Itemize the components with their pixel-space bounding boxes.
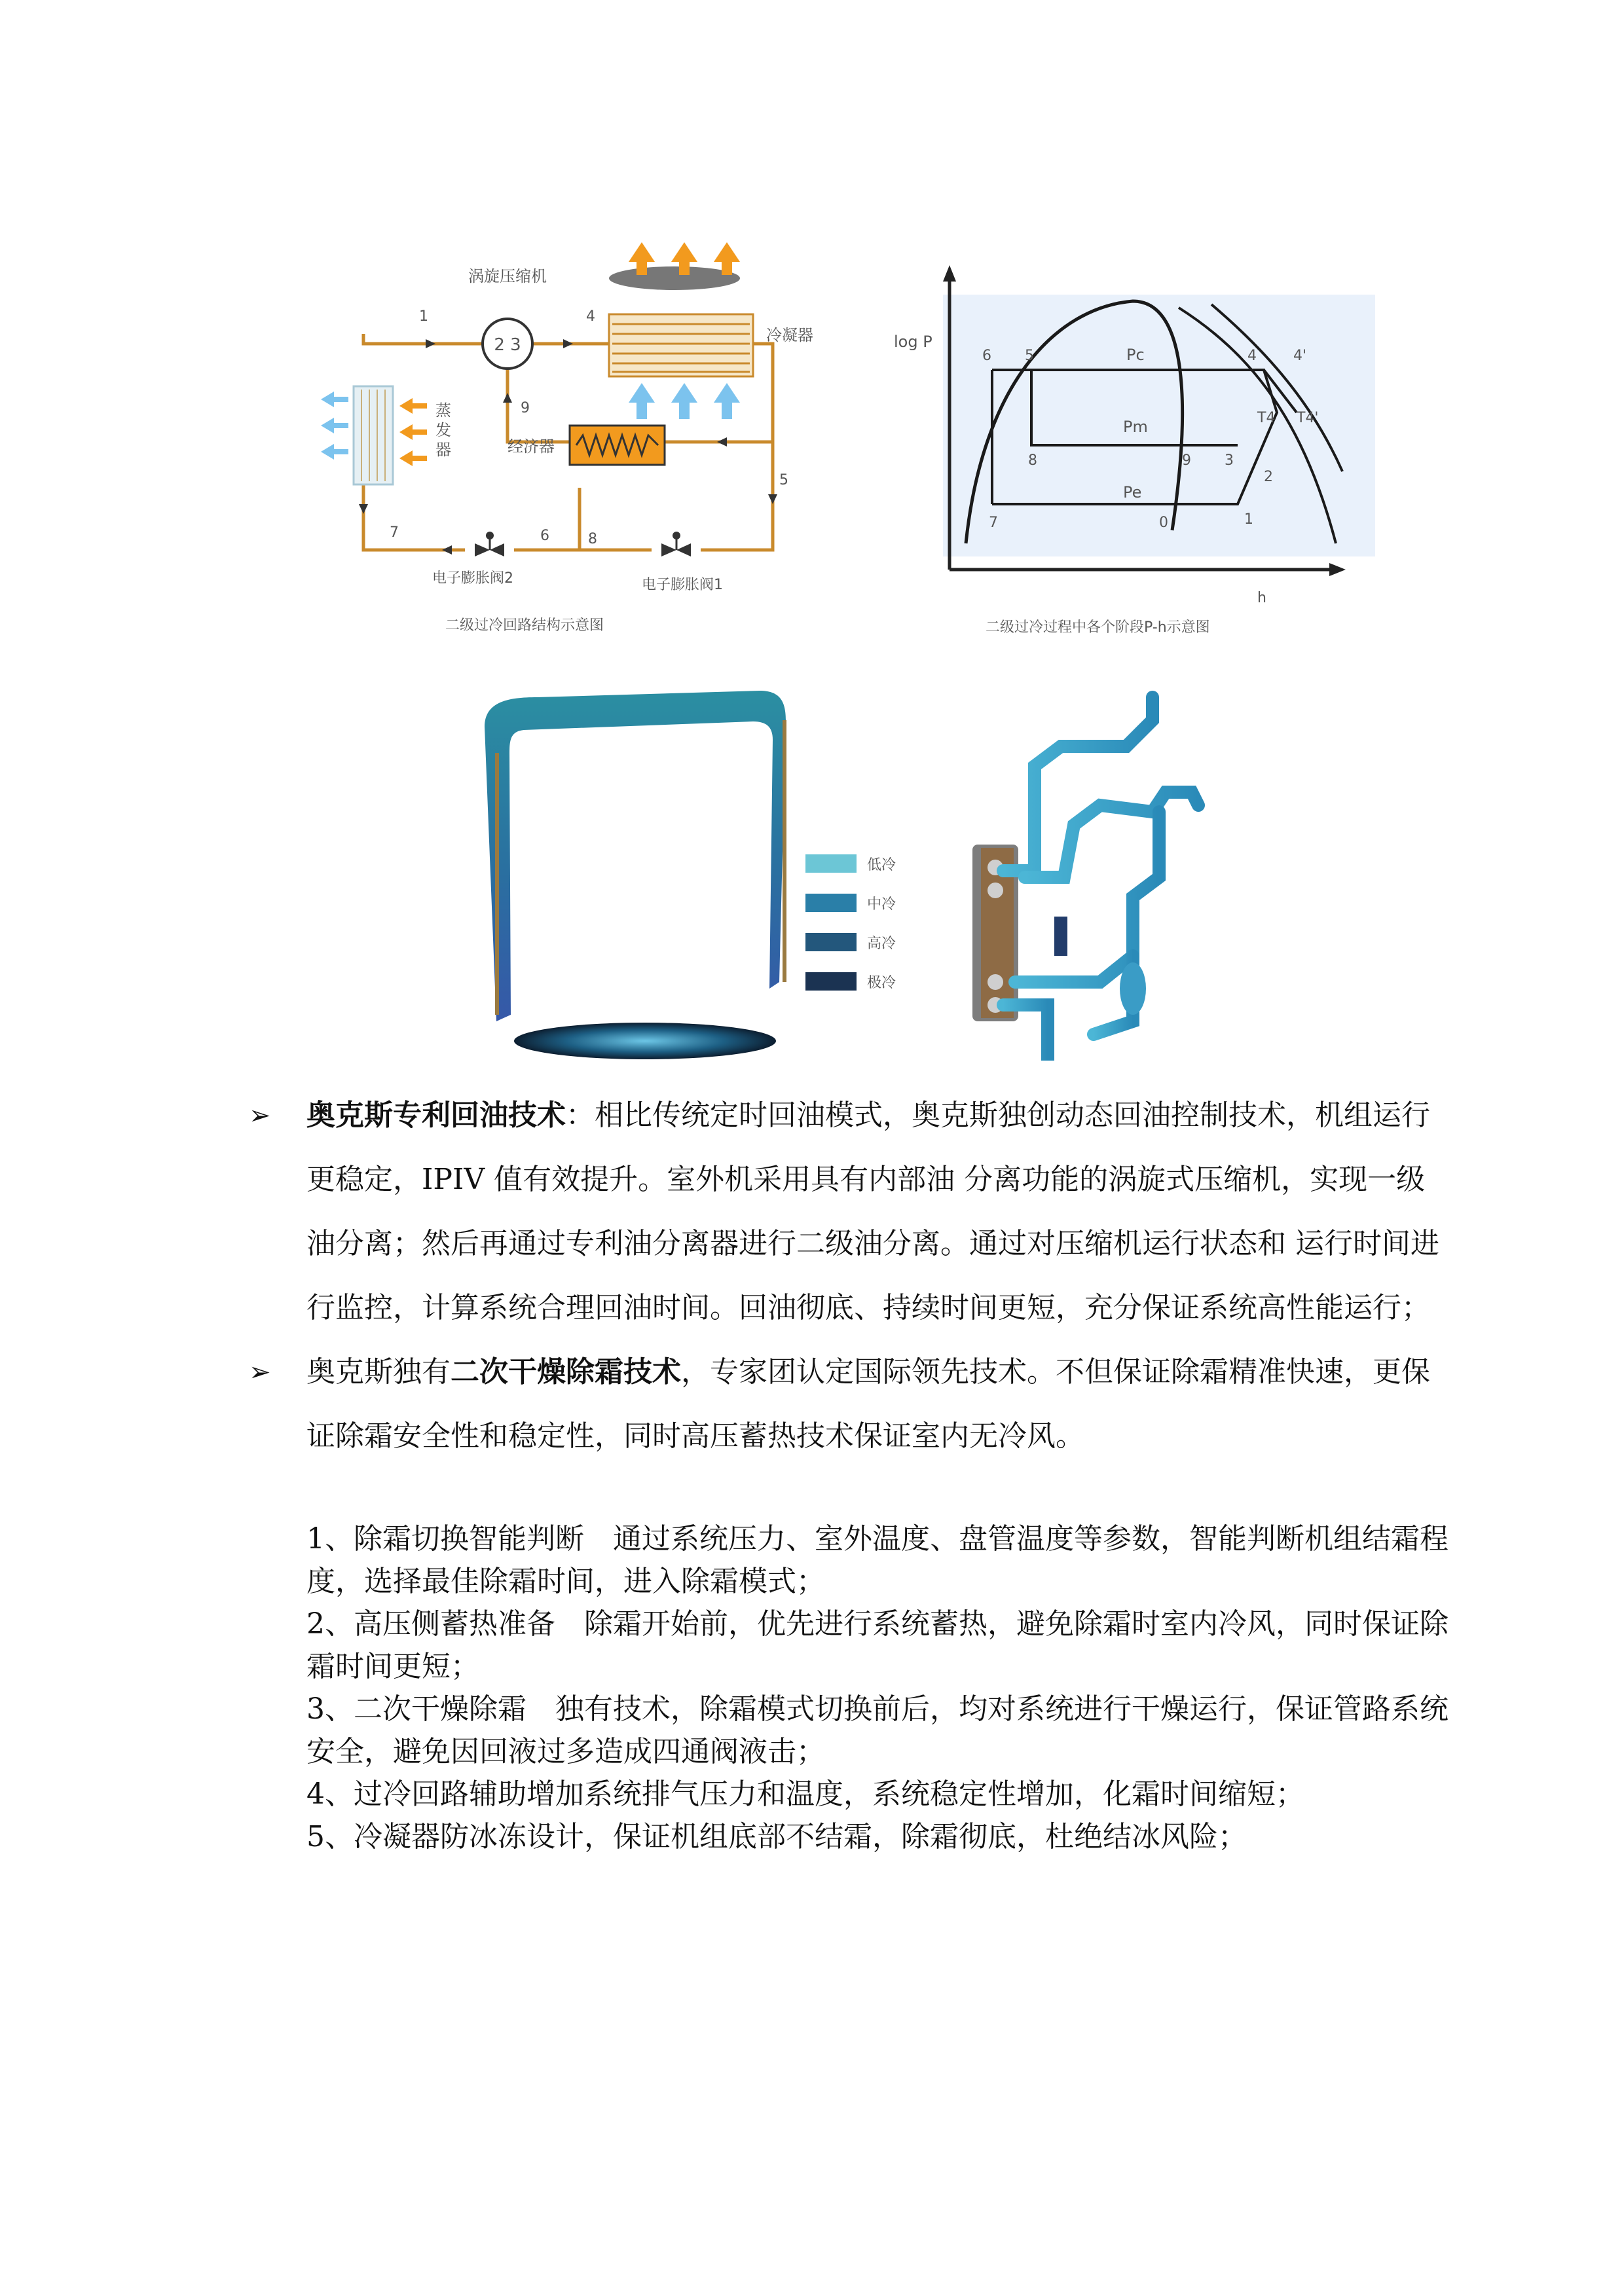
ph-point-7: 7 xyxy=(989,515,998,531)
evaporator-label-2: 发 xyxy=(435,421,451,439)
pressure-label-pm: Pm xyxy=(1123,418,1148,436)
condenser-panel xyxy=(485,691,786,1021)
pipe-line-7 xyxy=(363,484,465,550)
valve-1-label: 电子膨胀阀1 xyxy=(642,577,723,593)
x-axis-arrow-icon xyxy=(1329,563,1346,576)
ph-point-t4-prime: T4' xyxy=(1297,410,1319,426)
pipe-line-1 xyxy=(363,334,485,344)
feature-oil-return-text: ：相比传统定时回油模式，奥克斯独创动态回油控制技术，机组运行更稳定，IPIV 值有效提升。室外机采用具有内部油 分离功能的涡旋式压缩机，实现一级油分离；然后再通过专利油分离器进行二级油分离。通过对压缩机运行状态和 运行时间进行监控，计算系统合理回油时间。回油彻底、持续时间更短，充分保证系统高性能运行； xyxy=(306,1099,1439,1324)
legend xyxy=(805,854,896,991)
figure-caption-left: 二级过冷回路结构示意图 xyxy=(445,617,604,634)
legend-label-4: 极冷 xyxy=(867,975,896,991)
fan-exhaust-icon xyxy=(609,266,740,290)
feature-oil-return-title: 奥克斯专利回油技术 xyxy=(306,1099,566,1132)
cool-air-arrows-icon xyxy=(629,383,740,419)
feature-defrost xyxy=(249,1340,1447,1468)
point-1: 1 xyxy=(419,308,428,325)
legend-swatch-1 xyxy=(805,854,857,873)
feature-defrost-prefix: 奥克斯独有 xyxy=(306,1355,451,1389)
ph-point-8: 8 xyxy=(1028,452,1037,469)
ph-point-6: 6 xyxy=(982,348,991,364)
legend-swatch-2 xyxy=(805,894,857,912)
panel-edge-right xyxy=(783,720,786,982)
ph-point-9: 9 xyxy=(1182,452,1191,469)
defrost-step-5: 5、冷凝器防冰冻设计，保证机组底部不结霜，除霜彻底，杜绝结冰风险； xyxy=(306,1820,1247,1853)
point-5: 5 xyxy=(779,472,788,488)
ph-diagram xyxy=(884,255,1395,648)
flow-arrow-icon xyxy=(563,339,573,348)
x-axis-label: h xyxy=(1257,590,1266,606)
defrost-step-4: 4、过冷回路辅助增加系统排气压力和温度，系统稳定性增加，化霜时间缩短； xyxy=(306,1777,1304,1811)
expansion-valve-1-icon xyxy=(661,532,691,556)
evaporator-in-arrows-icon xyxy=(399,398,427,466)
evaporator-out-arrows-icon xyxy=(321,392,348,460)
defrost-step-3: 3、二次干燥除霜 独有技术，除霜模式切换前后，均对系统进行干燥运行，保证管路系统安全，避免因回液过多造成四通阀液击； xyxy=(306,1692,1449,1768)
expansion-valve-2-icon xyxy=(475,532,504,556)
condenser-temperature-figure xyxy=(471,681,1257,1061)
flow-arrow-icon xyxy=(359,504,368,514)
legend-label-3: 高冷 xyxy=(867,936,896,952)
panel-edge-left xyxy=(495,753,499,1015)
figure-caption-right: 二级过冷过程中各个阶段P-h示意图 xyxy=(986,619,1210,636)
point-6: 6 xyxy=(540,528,549,544)
ph-point-4: 4 xyxy=(1247,348,1257,364)
feature-oil-return xyxy=(249,1084,1447,1340)
compressor-label: 涡旋压缩机 xyxy=(468,267,547,285)
economizer-icon xyxy=(570,426,665,465)
y-axis-label: log P xyxy=(894,333,932,351)
ph-point-0: 0 xyxy=(1159,515,1168,531)
feature-defrost-text: ，专家团认定国际领先技术。不但保证除霜精准快速，更保证除霜安全性和稳定性，同时高压蓄热技术保证室内无冷风。 xyxy=(306,1355,1430,1453)
flow-arrow-icon xyxy=(442,545,452,555)
point-8: 8 xyxy=(588,531,597,547)
defrost-step-2: 2、高压侧蓄热准备 除霜开始前，优先进行系统蓄热，避免除霜时室内冷风，同时保证除霜时间更短； xyxy=(306,1607,1449,1683)
y-axis-arrow-icon xyxy=(943,265,956,282)
defrost-steps xyxy=(306,1518,1459,1858)
point-9: 9 xyxy=(521,400,530,416)
ph-point-4-prime: 4' xyxy=(1293,348,1307,364)
flow-arrow-icon xyxy=(503,393,512,403)
evaporator-label-1: 蒸 xyxy=(435,401,451,420)
legend-swatch-4 xyxy=(805,972,857,991)
fan-shadow xyxy=(514,1023,776,1059)
ph-point-2: 2 xyxy=(1264,469,1273,485)
valve-2-label: 电子膨胀阀2 xyxy=(432,570,513,587)
evaporator-icon xyxy=(354,386,393,484)
point-7: 7 xyxy=(390,524,399,541)
compressor-digits: 2 3 xyxy=(494,335,521,355)
legend-label-2: 中冷 xyxy=(867,896,896,913)
condenser-label: 冷凝器 xyxy=(766,326,813,344)
ph-point-1: 1 xyxy=(1244,511,1253,528)
subcooling-circuit-diagram xyxy=(308,216,871,648)
flow-arrow-icon xyxy=(717,437,727,446)
feature-list xyxy=(249,1084,1447,1468)
expansion-valve-body xyxy=(1054,917,1067,956)
bullet-arrow-icon: ➢ xyxy=(249,1357,271,1387)
ph-point-3: 3 xyxy=(1225,452,1234,469)
evaporator-label-3: 器 xyxy=(435,441,451,459)
bullet-arrow-icon: ➢ xyxy=(249,1101,271,1131)
economizer-label: 经济器 xyxy=(507,437,555,456)
oil-separator xyxy=(1120,962,1146,1015)
pressure-label-pe: Pe xyxy=(1123,483,1142,501)
hot-air-arrows-icon xyxy=(629,242,740,275)
feature-defrost-title: 二次干燥除霜技术 xyxy=(451,1355,681,1389)
legend-swatch-3 xyxy=(805,933,857,951)
flow-arrow-icon xyxy=(768,494,777,504)
pressure-label-pc: Pc xyxy=(1126,346,1145,364)
flow-arrow-icon xyxy=(426,339,435,348)
legend-label-1: 低冷 xyxy=(867,857,896,873)
ph-point-t4: T4 xyxy=(1257,410,1276,426)
defrost-step-1: 1、除霜切换智能判断 通过系统压力、室外温度、盘管温度等参数，智能判断机组结霜程度，选择最佳除霜时间，进入除霜模式； xyxy=(306,1522,1449,1598)
point-4: 4 xyxy=(586,308,595,325)
ph-point-5: 5 xyxy=(1025,348,1034,364)
refrigerant-pipes xyxy=(1003,697,1198,1061)
